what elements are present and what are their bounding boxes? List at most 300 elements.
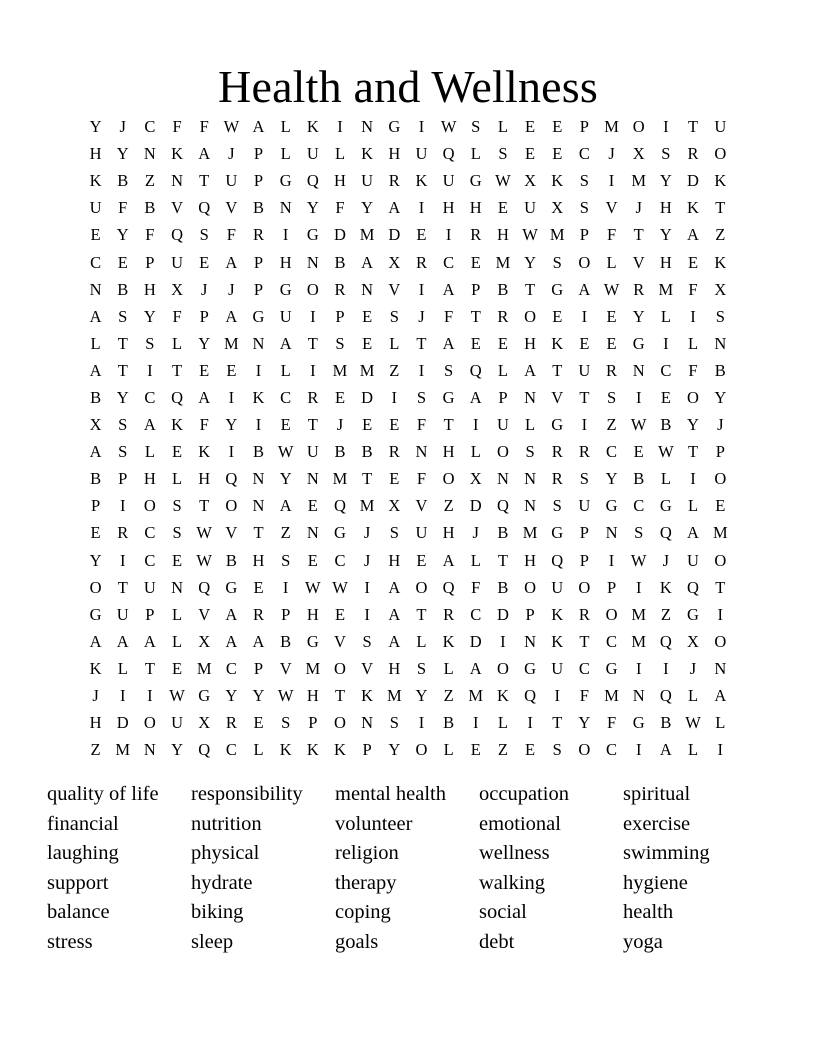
grid-cell[interactable]: W (685, 713, 701, 733)
grid-cell[interactable]: J (662, 550, 670, 570)
grid-cell[interactable]: E (172, 442, 183, 462)
grid-cell[interactable]: G (279, 171, 292, 191)
grid-cell[interactable]: E (253, 577, 264, 597)
grid-cell[interactable]: P (579, 523, 589, 543)
grid-cell[interactable]: G (252, 306, 265, 326)
grid-cell[interactable]: Q (306, 171, 319, 191)
grid-cell[interactable]: L (416, 631, 427, 651)
grid-cell[interactable]: C (144, 117, 156, 137)
grid-cell[interactable]: O (415, 577, 428, 597)
grid-cell[interactable]: M (224, 333, 239, 353)
grid-cell[interactable]: Z (660, 604, 671, 624)
grid-cell[interactable]: U (171, 252, 183, 272)
grid-cell[interactable]: I (282, 225, 289, 245)
grid-cell[interactable]: X (171, 279, 183, 299)
grid-cell[interactable]: J (228, 279, 235, 299)
grid-cell[interactable]: P (362, 740, 372, 760)
grid-cell[interactable]: V (415, 496, 428, 516)
grid-cell[interactable]: I (337, 117, 343, 137)
grid-cell[interactable]: M (332, 469, 348, 489)
grid-cell[interactable]: Y (605, 469, 618, 489)
grid-cell[interactable]: U (496, 415, 509, 435)
grid-cell[interactable]: J (472, 523, 479, 543)
grid-cell[interactable]: U (143, 577, 156, 597)
grid-cell[interactable]: R (633, 279, 645, 299)
grid-cell[interactable]: E (525, 740, 536, 760)
grid-cell[interactable]: I (635, 387, 642, 407)
grid-cell[interactable]: E (552, 117, 563, 137)
word-list-item[interactable]: health (623, 901, 674, 924)
grid-cell[interactable]: G (334, 523, 346, 543)
grid-cell[interactable]: U (578, 360, 591, 380)
grid-cell[interactable]: P (471, 279, 481, 299)
grid-cell[interactable]: A (225, 306, 238, 326)
grid-cell[interactable]: E (470, 740, 481, 760)
grid-cell[interactable]: P (253, 171, 264, 191)
grid-cell[interactable]: S (335, 333, 345, 353)
grid-cell[interactable]: S (199, 225, 209, 245)
grid-cell[interactable]: J (336, 415, 344, 435)
grid-cell[interactable]: I (418, 117, 425, 137)
grid-cell[interactable]: A (225, 631, 238, 651)
grid-cell[interactable]: U (225, 171, 238, 191)
grid-cell[interactable]: S (281, 550, 291, 570)
grid-cell[interactable]: S (172, 523, 182, 543)
grid-cell[interactable]: O (143, 713, 156, 733)
grid-cell[interactable]: H (198, 469, 211, 489)
grid-cell[interactable]: D (388, 225, 401, 245)
grid-cell[interactable]: K (306, 117, 319, 137)
grid-cell[interactable]: R (253, 225, 265, 245)
grid-cell[interactable]: I (717, 604, 724, 624)
word-list-item[interactable]: exercise (623, 812, 691, 835)
grid-cell[interactable]: I (554, 686, 560, 706)
grid-cell[interactable]: X (388, 252, 401, 272)
grid-cell[interactable]: R (307, 387, 319, 407)
grid-cell[interactable]: X (198, 713, 211, 733)
grid-cell[interactable]: T (144, 658, 155, 678)
grid-cell[interactable]: I (147, 360, 153, 380)
grid-cell[interactable]: R (225, 713, 237, 733)
grid-cell[interactable]: J (635, 198, 642, 218)
grid-cell[interactable]: E (362, 415, 373, 435)
grid-cell[interactable]: N (143, 740, 156, 760)
grid-cell[interactable]: S (661, 144, 671, 164)
grid-cell[interactable]: I (255, 415, 262, 435)
grid-cell[interactable]: N (306, 252, 319, 272)
grid-cell[interactable]: F (606, 713, 617, 733)
grid-cell[interactable]: U (415, 523, 428, 543)
grid-cell[interactable]: J (200, 279, 208, 299)
grid-cell[interactable]: P (498, 387, 508, 407)
grid-cell[interactable]: E (660, 387, 671, 407)
grid-cell[interactable]: E (497, 333, 508, 353)
grid-cell[interactable]: A (225, 252, 238, 272)
grid-cell[interactable]: L (172, 469, 183, 489)
grid-cell[interactable]: K (361, 686, 374, 706)
grid-cell[interactable]: T (443, 415, 454, 435)
grid-cell[interactable]: M (359, 360, 375, 380)
grid-cell[interactable]: Q (469, 360, 482, 380)
grid-cell[interactable]: R (578, 442, 590, 462)
grid-cell[interactable]: O (714, 469, 727, 489)
grid-cell[interactable]: S (389, 713, 399, 733)
grid-cell[interactable]: R (470, 225, 482, 245)
word-list-item[interactable]: responsibility (191, 783, 303, 805)
grid-cell[interactable]: G (469, 171, 482, 191)
grid-cell[interactable]: M (468, 686, 484, 706)
word-list-item[interactable]: nutrition (191, 812, 262, 835)
grid-cell[interactable]: U (442, 171, 455, 191)
grid-cell[interactable]: A (388, 198, 401, 218)
grid-cell[interactable]: G (551, 523, 564, 543)
grid-cell[interactable]: I (717, 740, 724, 760)
grid-cell[interactable]: C (334, 550, 346, 570)
word-list-item[interactable]: quality of life (47, 783, 159, 805)
grid-cell[interactable]: O (225, 496, 238, 516)
grid-cell[interactable]: E (226, 360, 237, 380)
grid-cell[interactable]: O (496, 442, 509, 462)
grid-cell[interactable]: J (228, 144, 235, 164)
grid-cell[interactable]: E (552, 306, 563, 326)
grid-cell[interactable]: R (334, 279, 346, 299)
grid-cell[interactable]: H (442, 442, 455, 462)
grid-cell[interactable]: B (253, 442, 265, 462)
grid-cell[interactable]: F (416, 415, 427, 435)
grid-cell[interactable]: K (252, 387, 265, 407)
grid-cell[interactable]: T (687, 117, 699, 137)
grid-cell[interactable]: A (143, 415, 156, 435)
grid-cell[interactable]: I (418, 279, 425, 299)
grid-cell[interactable]: A (116, 631, 129, 651)
word-list-item[interactable]: biking (191, 901, 244, 924)
grid-cell[interactable]: F (118, 198, 128, 218)
grid-cell[interactable]: H (524, 550, 537, 570)
grid-cell[interactable]: A (388, 631, 401, 651)
grid-cell[interactable]: O (605, 604, 618, 624)
grid-cell[interactable]: I (663, 117, 669, 137)
grid-cell[interactable]: Z (497, 740, 508, 760)
grid-cell[interactable]: B (361, 442, 373, 462)
grid-cell[interactable]: M (604, 686, 619, 706)
grid-cell[interactable]: F (199, 415, 209, 435)
grid-cell[interactable]: A (687, 523, 699, 543)
grid-cell[interactable]: L (443, 740, 454, 760)
grid-cell[interactable]: A (89, 442, 102, 462)
grid-cell[interactable]: W (196, 523, 212, 543)
grid-cell[interactable]: K (551, 631, 564, 651)
grid-cell[interactable]: E (117, 252, 128, 272)
grid-cell[interactable]: A (687, 225, 699, 245)
grid-cell[interactable]: E (199, 252, 210, 272)
word-list-item[interactable]: occupation (479, 783, 569, 805)
grid-cell[interactable]: I (690, 469, 696, 489)
grid-cell[interactable]: C (144, 523, 156, 543)
grid-cell[interactable]: S (552, 496, 562, 516)
grid-cell[interactable]: I (445, 225, 452, 245)
grid-cell[interactable]: Y (116, 387, 129, 407)
grid-cell[interactable]: J (363, 523, 371, 543)
grid-cell[interactable]: P (335, 306, 345, 326)
grid-cell[interactable]: Y (659, 225, 672, 245)
grid-cell[interactable]: Z (389, 360, 400, 380)
grid-cell[interactable]: K (198, 442, 211, 462)
grid-cell[interactable]: Y (306, 198, 319, 218)
grid-cell[interactable]: A (279, 333, 292, 353)
grid-cell[interactable]: I (608, 550, 615, 570)
grid-cell[interactable]: I (418, 360, 425, 380)
grid-cell[interactable]: T (416, 604, 427, 624)
grid-cell[interactable]: P (199, 306, 209, 326)
grid-cell[interactable]: I (473, 713, 479, 733)
grid-cell[interactable]: B (334, 442, 346, 462)
grid-cell[interactable]: X (714, 279, 727, 299)
grid-cell[interactable]: R (117, 523, 129, 543)
grid-cell[interactable]: D (334, 225, 346, 245)
grid-cell[interactable]: B (334, 252, 346, 272)
grid-cell[interactable]: Y (687, 415, 699, 435)
word-list-item[interactable]: social (479, 901, 527, 924)
grid-cell[interactable]: E (199, 360, 210, 380)
grid-cell[interactable]: K (279, 740, 292, 760)
grid-cell[interactable]: M (522, 523, 538, 543)
grid-cell[interactable]: C (606, 740, 618, 760)
grid-cell[interactable]: F (172, 117, 182, 137)
grid-cell[interactable]: N (306, 523, 319, 543)
grid-cell[interactable]: R (606, 360, 618, 380)
grid-cell[interactable]: M (712, 523, 728, 543)
grid-cell[interactable]: Q (659, 686, 672, 706)
grid-cell[interactable]: E (715, 496, 726, 516)
grid-cell[interactable]: J (418, 306, 425, 326)
grid-cell[interactable]: E (606, 333, 617, 353)
grid-cell[interactable]: S (118, 415, 128, 435)
grid-cell[interactable]: H (442, 198, 455, 218)
grid-cell[interactable]: T (117, 333, 128, 353)
grid-cell[interactable]: A (442, 550, 455, 570)
grid-cell[interactable]: V (388, 279, 401, 299)
grid-cell[interactable]: Y (116, 225, 129, 245)
grid-cell[interactable]: R (578, 604, 590, 624)
grid-cell[interactable]: K (551, 171, 564, 191)
grid-cell[interactable]: I (690, 306, 696, 326)
grid-cell[interactable]: K (171, 415, 183, 435)
grid-cell[interactable]: S (606, 387, 617, 407)
grid-cell[interactable]: P (281, 604, 291, 624)
grid-cell[interactable]: M (386, 686, 402, 706)
grid-cell[interactable]: I (119, 496, 126, 516)
grid-cell[interactable]: N (524, 631, 537, 651)
grid-cell[interactable]: P (606, 577, 617, 597)
grid-cell[interactable]: H (388, 550, 401, 570)
grid-cell[interactable]: F (471, 577, 481, 597)
grid-cell[interactable]: W (630, 415, 647, 435)
grid-cell[interactable]: S (552, 252, 562, 272)
grid-cell[interactable]: T (633, 225, 644, 245)
grid-cell[interactable]: F (444, 306, 454, 326)
grid-cell[interactable]: O (578, 252, 591, 272)
grid-cell[interactable]: N (171, 577, 183, 597)
grid-cell[interactable]: A (89, 360, 102, 380)
grid-cell[interactable]: P (308, 713, 318, 733)
grid-cell[interactable]: A (198, 144, 211, 164)
grid-cell[interactable]: P (253, 658, 264, 678)
grid-cell[interactable]: I (364, 604, 370, 624)
grid-cell[interactable]: A (578, 279, 591, 299)
grid-cell[interactable]: O (334, 658, 346, 678)
grid-cell[interactable]: R (253, 604, 265, 624)
grid-cell[interactable]: N (171, 171, 183, 191)
grid-cell[interactable]: S (118, 442, 128, 462)
grid-cell[interactable]: B (497, 523, 509, 543)
word-list-item[interactable]: sleep (191, 930, 234, 953)
grid-cell[interactable]: T (416, 333, 427, 353)
grid-cell[interactable]: R (388, 171, 400, 191)
grid-cell[interactable]: S (118, 306, 128, 326)
grid-cell[interactable]: C (90, 252, 102, 272)
grid-cell[interactable]: L (253, 740, 264, 760)
grid-cell[interactable]: H (496, 225, 509, 245)
word-list-item[interactable]: balance (47, 901, 110, 924)
grid-cell[interactable]: L (172, 631, 183, 651)
grid-cell[interactable]: Y (632, 306, 645, 326)
grid-cell[interactable]: G (306, 225, 319, 245)
grid-cell[interactable]: I (147, 686, 153, 706)
grid-cell[interactable]: I (635, 577, 642, 597)
grid-cell[interactable]: S (525, 442, 535, 462)
grid-cell[interactable]: Q (225, 469, 238, 489)
grid-cell[interactable]: E (172, 550, 183, 570)
grid-cell[interactable]: C (606, 442, 618, 462)
grid-cell[interactable]: H (524, 333, 537, 353)
grid-cell[interactable]: Q (198, 198, 211, 218)
grid-cell[interactable]: E (253, 713, 264, 733)
grid-cell[interactable]: S (172, 496, 182, 516)
word-list-item[interactable]: physical (191, 842, 260, 865)
grid-cell[interactable]: N (279, 198, 292, 218)
grid-cell[interactable]: O (442, 469, 455, 489)
grid-cell[interactable]: D (361, 387, 374, 407)
grid-cell[interactable]: T (552, 360, 563, 380)
grid-cell[interactable]: Y (116, 144, 129, 164)
grid-cell[interactable]: I (364, 577, 370, 597)
grid-cell[interactable]: M (332, 360, 348, 380)
grid-cell[interactable]: E (525, 144, 536, 164)
grid-cell[interactable]: G (605, 496, 618, 516)
grid-cell[interactable]: T (470, 306, 481, 326)
grid-cell[interactable]: W (440, 117, 457, 137)
grid-cell[interactable]: Q (171, 225, 183, 245)
grid-cell[interactable]: T (253, 523, 264, 543)
grid-cell[interactable]: E (90, 523, 101, 543)
grid-cell[interactable]: E (307, 550, 318, 570)
grid-cell[interactable]: M (549, 225, 565, 245)
grid-cell[interactable]: T (362, 469, 373, 489)
grid-cell[interactable]: O (496, 658, 509, 678)
grid-cell[interactable]: Q (551, 550, 564, 570)
grid-cell[interactable]: E (525, 117, 536, 137)
grid-cell[interactable]: Y (225, 686, 238, 706)
grid-cell[interactable]: C (225, 658, 237, 678)
grid-cell[interactable]: Y (225, 415, 238, 435)
grid-cell[interactable]: G (524, 658, 537, 678)
grid-cell[interactable]: V (171, 198, 183, 218)
grid-cell[interactable]: R (415, 252, 427, 272)
grid-cell[interactable]: I (418, 198, 425, 218)
grid-cell[interactable]: W (658, 442, 674, 462)
grid-cell[interactable]: N (524, 469, 537, 489)
grid-cell[interactable]: M (359, 496, 375, 516)
word-list-item[interactable]: hydrate (191, 871, 253, 894)
grid-cell[interactable]: O (89, 577, 102, 597)
grid-cell[interactable]: T (307, 333, 318, 353)
grid-cell[interactable]: E (552, 144, 563, 164)
grid-cell[interactable]: T (172, 360, 183, 380)
grid-cell[interactable]: C (578, 144, 590, 164)
grid-cell[interactable]: W (495, 171, 511, 191)
grid-cell[interactable]: A (225, 604, 238, 624)
grid-cell[interactable]: N (524, 387, 537, 407)
grid-cell[interactable]: K (361, 144, 374, 164)
grid-cell[interactable]: N (524, 496, 537, 516)
grid-cell[interactable]: I (119, 686, 126, 706)
grid-cell[interactable]: B (660, 415, 672, 435)
grid-cell[interactable]: W (522, 225, 538, 245)
grid-cell[interactable]: H (143, 469, 156, 489)
grid-cell[interactable]: F (145, 225, 155, 245)
grid-cell[interactable]: E (606, 306, 617, 326)
grid-cell[interactable]: C (280, 387, 292, 407)
grid-cell[interactable]: J (363, 550, 371, 570)
grid-cell[interactable]: L (606, 252, 617, 272)
grid-cell[interactable]: H (388, 658, 401, 678)
grid-cell[interactable]: N (361, 117, 374, 137)
grid-cell[interactable]: H (143, 279, 156, 299)
grid-cell[interactable]: M (658, 279, 674, 299)
grid-cell[interactable]: D (687, 171, 699, 191)
grid-cell[interactable]: L (443, 658, 454, 678)
grid-cell[interactable]: N (361, 279, 374, 299)
grid-cell[interactable]: U (415, 144, 428, 164)
grid-cell[interactable]: A (198, 387, 211, 407)
grid-cell[interactable]: A (469, 658, 482, 678)
grid-cell[interactable]: Q (524, 686, 537, 706)
grid-cell[interactable]: T (687, 442, 699, 462)
grid-cell[interactable]: Y (714, 387, 727, 407)
grid-cell[interactable]: O (524, 577, 537, 597)
grid-cell[interactable]: U (524, 198, 537, 218)
grid-cell[interactable]: U (361, 171, 374, 191)
grid-cell[interactable]: S (715, 306, 725, 326)
grid-cell[interactable]: Q (687, 577, 699, 597)
grid-cell[interactable]: A (388, 604, 401, 624)
grid-cell[interactable]: A (252, 117, 265, 137)
grid-cell[interactable]: X (388, 496, 401, 516)
grid-cell[interactable]: N (632, 360, 645, 380)
grid-cell[interactable]: L (90, 333, 101, 353)
grid-cell[interactable]: L (660, 469, 671, 489)
grid-cell[interactable]: V (279, 658, 292, 678)
grid-cell[interactable]: B (253, 198, 265, 218)
grid-cell[interactable]: L (334, 144, 346, 164)
grid-cell[interactable]: T (117, 360, 128, 380)
grid-cell[interactable]: E (416, 550, 427, 570)
grid-cell[interactable]: D (496, 604, 509, 624)
grid-cell[interactable]: Y (361, 198, 374, 218)
grid-cell[interactable]: S (145, 333, 155, 353)
grid-cell[interactable]: S (389, 306, 399, 326)
grid-cell[interactable]: I (282, 577, 289, 597)
